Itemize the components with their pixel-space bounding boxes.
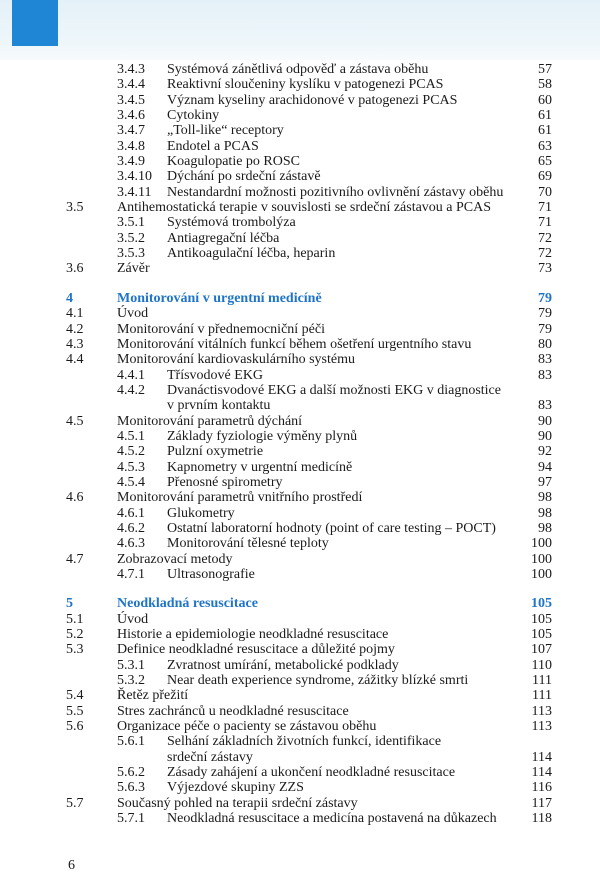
toc-page: 79 bbox=[538, 306, 552, 322]
toc-title: Současný pohled na terapii srdeční zástavy bbox=[117, 795, 358, 811]
toc-row bbox=[0, 444, 600, 459]
toc-title: Zásady zahájení a ukončení neodkladné resuscitace bbox=[167, 765, 456, 781]
toc-page: 79 bbox=[538, 290, 552, 306]
toc-title: Cytokiny bbox=[167, 108, 220, 124]
toc-number: 4.5 bbox=[66, 413, 84, 429]
toc-chapter-row bbox=[0, 596, 600, 611]
chapter-color-tab bbox=[12, 0, 58, 46]
toc-row bbox=[0, 261, 600, 276]
toc-row bbox=[0, 642, 600, 657]
toc-page: 94 bbox=[538, 459, 552, 475]
toc-number: 4.5.1 bbox=[117, 428, 145, 444]
toc-number: 4 bbox=[66, 290, 73, 306]
toc-page: 58 bbox=[538, 77, 552, 93]
toc-row bbox=[0, 306, 600, 321]
toc-row bbox=[0, 429, 600, 444]
toc-page: 100 bbox=[531, 551, 552, 567]
toc-row bbox=[0, 796, 600, 811]
toc-title: Ultrasonografie bbox=[167, 567, 255, 582]
toc-page: 105 bbox=[531, 611, 552, 627]
toc-title: Stres zachránců u neodkladné resuscitace bbox=[117, 703, 349, 719]
toc-row bbox=[0, 352, 600, 367]
toc-page: 98 bbox=[538, 505, 552, 521]
toc-title: Antiagregační léčba bbox=[167, 230, 280, 246]
toc-number: 4.7 bbox=[66, 551, 84, 567]
toc-page: 105 bbox=[531, 627, 552, 643]
toc-title: Monitorování parametrů dýchání bbox=[117, 413, 303, 429]
toc-number: 3.4.11 bbox=[117, 184, 152, 200]
toc-chapter-row bbox=[0, 291, 600, 306]
toc-page: 100 bbox=[531, 567, 552, 582]
toc-title: Třísvodové EKG bbox=[167, 367, 264, 383]
toc-row bbox=[0, 231, 600, 246]
toc-title: Selhání základních životních funkcí, identifikace bbox=[167, 734, 442, 750]
toc-row bbox=[0, 673, 600, 688]
toc-title: Antikoagulační léčba, heparin bbox=[167, 246, 336, 262]
toc-page: 116 bbox=[531, 780, 552, 796]
toc-row bbox=[0, 552, 600, 567]
toc-title: Organizace péče o pacienty se zástavou oběhu bbox=[117, 719, 377, 735]
page-number: 6 bbox=[68, 858, 75, 873]
toc-title: Monitorování parametrů vnitřního prostředí bbox=[117, 490, 363, 506]
toc-page: 100 bbox=[531, 536, 552, 552]
toc-row bbox=[0, 169, 600, 184]
toc-page: 118 bbox=[531, 811, 552, 827]
toc-page: 70 bbox=[538, 184, 552, 200]
toc-number: 3.4.8 bbox=[117, 138, 145, 154]
toc-title: Výjezdové skupiny ZZS bbox=[167, 780, 304, 796]
toc-page: 114 bbox=[531, 749, 552, 765]
toc-row bbox=[0, 383, 600, 398]
toc-title: Kapnometry v urgentní medicíně bbox=[167, 459, 353, 475]
toc-page: 69 bbox=[538, 169, 552, 185]
toc-number: 3.4.3 bbox=[117, 62, 145, 77]
toc-title: Dvanáctisvodové EKG a další možnosti EKG v diagnostice bbox=[167, 382, 501, 398]
toc-page: 117 bbox=[531, 795, 552, 811]
toc-title: Glukometry bbox=[167, 505, 235, 521]
toc-number: 5.2 bbox=[66, 627, 84, 643]
toc-title: Monitorování kardiovaskulárního systému bbox=[117, 352, 355, 368]
toc-row bbox=[0, 322, 600, 337]
toc-page: 72 bbox=[538, 230, 552, 246]
toc-title: Reaktivní sloučeniny kyslíku v patogenezi PCAS bbox=[167, 77, 444, 93]
toc-title: Zobrazovací metody bbox=[117, 551, 233, 567]
toc-page: 111 bbox=[532, 673, 552, 689]
toc-number: 5.6 bbox=[66, 719, 84, 735]
toc-page: 57 bbox=[538, 62, 552, 77]
toc-row bbox=[0, 368, 600, 383]
toc-number: 3.5 bbox=[66, 200, 84, 216]
toc-title: „Toll-like“ receptory bbox=[167, 123, 284, 139]
toc-row bbox=[0, 77, 600, 92]
toc-page: 114 bbox=[531, 765, 552, 781]
toc-page: 83 bbox=[538, 352, 552, 368]
toc-title: Závěr bbox=[117, 261, 150, 277]
toc-number: 4.4.2 bbox=[117, 382, 145, 398]
toc-row bbox=[0, 750, 600, 765]
toc-number: 5.7 bbox=[66, 795, 84, 811]
toc-page: 97 bbox=[538, 474, 552, 490]
toc-title: Přenosné spirometry bbox=[167, 474, 283, 490]
toc-page: 98 bbox=[538, 490, 552, 506]
header-band bbox=[0, 0, 600, 60]
toc-row bbox=[0, 780, 600, 795]
toc-title: Ostatní laboratorní hodnoty (point of care testing – POCT) bbox=[167, 520, 496, 536]
toc-row bbox=[0, 612, 600, 627]
toc-page: 72 bbox=[538, 246, 552, 262]
toc-title: Endotel a PCAS bbox=[167, 138, 259, 154]
toc-page: 113 bbox=[531, 719, 552, 735]
toc-title: Koagulopatie po ROSC bbox=[167, 154, 300, 170]
toc-number: 4.6.2 bbox=[117, 520, 145, 536]
toc-page: 61 bbox=[538, 108, 552, 124]
toc-number: 5.6.1 bbox=[117, 734, 145, 750]
toc-page: 65 bbox=[538, 154, 552, 170]
toc-row bbox=[0, 719, 600, 734]
toc-title: Systémová zánětlivá odpověď a zástava oběhu bbox=[167, 62, 429, 77]
toc-number: 5.3.1 bbox=[117, 657, 145, 673]
toc-title: Definice neodkladné resuscitace a důležité pojmy bbox=[117, 642, 395, 658]
toc-page: 92 bbox=[538, 444, 552, 460]
toc-number: 5.4 bbox=[66, 688, 84, 704]
toc-title: Řetěz přežití bbox=[117, 688, 189, 704]
toc-row bbox=[0, 414, 600, 429]
toc-page: 71 bbox=[538, 200, 552, 216]
toc-title: srdeční zástavy bbox=[167, 749, 253, 765]
toc-title: Monitorování v přednemocniční péči bbox=[117, 321, 325, 337]
toc-page: 90 bbox=[538, 428, 552, 444]
toc-title: Near death experience syndrome, zážitky blízké smrti bbox=[167, 673, 469, 689]
toc-number: 4.2 bbox=[66, 321, 84, 337]
toc-title: v prvním kontaktu bbox=[167, 398, 271, 414]
toc-row bbox=[0, 475, 600, 490]
toc-page: 105 bbox=[531, 596, 552, 612]
toc-page: 63 bbox=[538, 138, 552, 154]
toc-page: 110 bbox=[531, 657, 552, 673]
toc-number: 3.4.5 bbox=[117, 92, 145, 108]
toc-title: Pulzní oxymetrie bbox=[167, 444, 264, 460]
toc-page: 71 bbox=[538, 215, 552, 231]
toc-number: 5.7.1 bbox=[117, 811, 145, 827]
toc-number: 5.1 bbox=[66, 611, 84, 627]
toc-row bbox=[0, 521, 600, 536]
toc-number: 5.6.3 bbox=[117, 780, 145, 796]
toc-number: 4.4 bbox=[66, 352, 84, 368]
toc-number: 3.4.9 bbox=[117, 154, 145, 170]
toc-row bbox=[0, 506, 600, 521]
toc-number: 3.5.3 bbox=[117, 246, 145, 262]
toc-title: Neodkladná resuscitace bbox=[117, 596, 258, 612]
toc-number: 5 bbox=[66, 596, 73, 612]
toc-title: Nestandardní možnosti pozitivního ovlivnění zástavy oběhu bbox=[167, 184, 504, 200]
toc-title: Význam kyseliny arachidonové v patogenezi PCAS bbox=[167, 92, 458, 108]
toc-row bbox=[0, 154, 600, 169]
toc-row bbox=[0, 62, 600, 77]
toc-number: 3.4.4 bbox=[117, 77, 145, 93]
toc-page: 83 bbox=[538, 398, 552, 414]
toc-page: 61 bbox=[538, 123, 552, 139]
toc-row bbox=[0, 704, 600, 719]
toc-page: 113 bbox=[531, 703, 552, 719]
toc-row bbox=[0, 734, 600, 749]
toc-number: 5.5 bbox=[66, 703, 84, 719]
toc-row bbox=[0, 460, 600, 475]
toc-title: Antihemostatická terapie v souvislosti se srdeční zástavou a PCAS bbox=[117, 200, 492, 216]
toc-number: 3.4.7 bbox=[117, 123, 145, 139]
toc-title: Historie a epidemiologie neodkladné resuscitace bbox=[117, 627, 389, 643]
toc-row bbox=[0, 337, 600, 352]
toc-title: Úvod bbox=[117, 306, 149, 322]
toc-number: 3.5.1 bbox=[117, 215, 145, 231]
toc-number: 5.6.2 bbox=[117, 765, 145, 781]
toc-row bbox=[0, 139, 600, 154]
toc-row bbox=[0, 490, 600, 505]
toc-title: Monitorování v urgentní medicíně bbox=[117, 290, 322, 306]
toc-page: 90 bbox=[538, 413, 552, 429]
toc-row bbox=[0, 93, 600, 108]
toc-number: 4.3 bbox=[66, 336, 84, 352]
toc-row bbox=[0, 688, 600, 703]
toc-row bbox=[0, 658, 600, 673]
toc-number: 4.1 bbox=[66, 306, 84, 322]
toc-number: 3.6 bbox=[66, 261, 84, 277]
toc-page: 73 bbox=[538, 261, 552, 277]
table-of-contents bbox=[0, 62, 600, 827]
toc-page: 107 bbox=[531, 642, 552, 658]
toc-title: Monitorování tělesné teploty bbox=[167, 536, 329, 552]
toc-title: Systémová trombolýza bbox=[167, 215, 296, 231]
toc-row bbox=[0, 215, 600, 230]
toc-row bbox=[0, 627, 600, 642]
toc-page: 80 bbox=[538, 336, 552, 352]
toc-page: 111 bbox=[532, 688, 552, 704]
toc-page: 60 bbox=[538, 92, 552, 108]
toc-number: 4.6.3 bbox=[117, 536, 145, 552]
toc-title: Základy fyziologie výměny plynů bbox=[167, 428, 358, 444]
toc-page: 79 bbox=[538, 321, 552, 337]
toc-row bbox=[0, 536, 600, 551]
toc-number: 5.3 bbox=[66, 642, 84, 658]
toc-page: 83 bbox=[538, 367, 552, 383]
toc-row bbox=[0, 246, 600, 261]
toc-title: Monitorování vitálních funkcí během ošetření urgentního stavu bbox=[117, 336, 472, 352]
toc-title: Neodkladná resuscitace a medicína postavená na důkazech bbox=[167, 811, 497, 827]
toc-number: 4.5.3 bbox=[117, 459, 145, 475]
toc-row bbox=[0, 185, 600, 200]
toc-number: 4.7.1 bbox=[117, 567, 145, 582]
toc-number: 4.4.1 bbox=[117, 367, 145, 383]
toc-row bbox=[0, 200, 600, 215]
toc-number: 4.5.4 bbox=[117, 474, 145, 490]
toc-number: 4.6.1 bbox=[117, 505, 145, 521]
toc-row bbox=[0, 567, 600, 582]
toc-row bbox=[0, 108, 600, 123]
toc-number: 3.5.2 bbox=[117, 230, 145, 246]
toc-title: Úvod bbox=[117, 611, 149, 627]
toc-number: 4.6 bbox=[66, 490, 84, 506]
toc-row bbox=[0, 811, 600, 826]
toc-number: 3.4.6 bbox=[117, 108, 145, 124]
toc-number: 4.5.2 bbox=[117, 444, 145, 460]
toc-row bbox=[0, 765, 600, 780]
toc-page: 98 bbox=[538, 520, 552, 536]
toc-number: 3.4.10 bbox=[117, 169, 152, 185]
toc-title: Zvratnost umírání, metabolické podklady bbox=[167, 657, 399, 673]
toc-number: 5.3.2 bbox=[117, 673, 145, 689]
toc-row bbox=[0, 123, 600, 138]
toc-row bbox=[0, 398, 600, 413]
toc-title: Dýchání po srdeční zástavě bbox=[167, 169, 321, 185]
